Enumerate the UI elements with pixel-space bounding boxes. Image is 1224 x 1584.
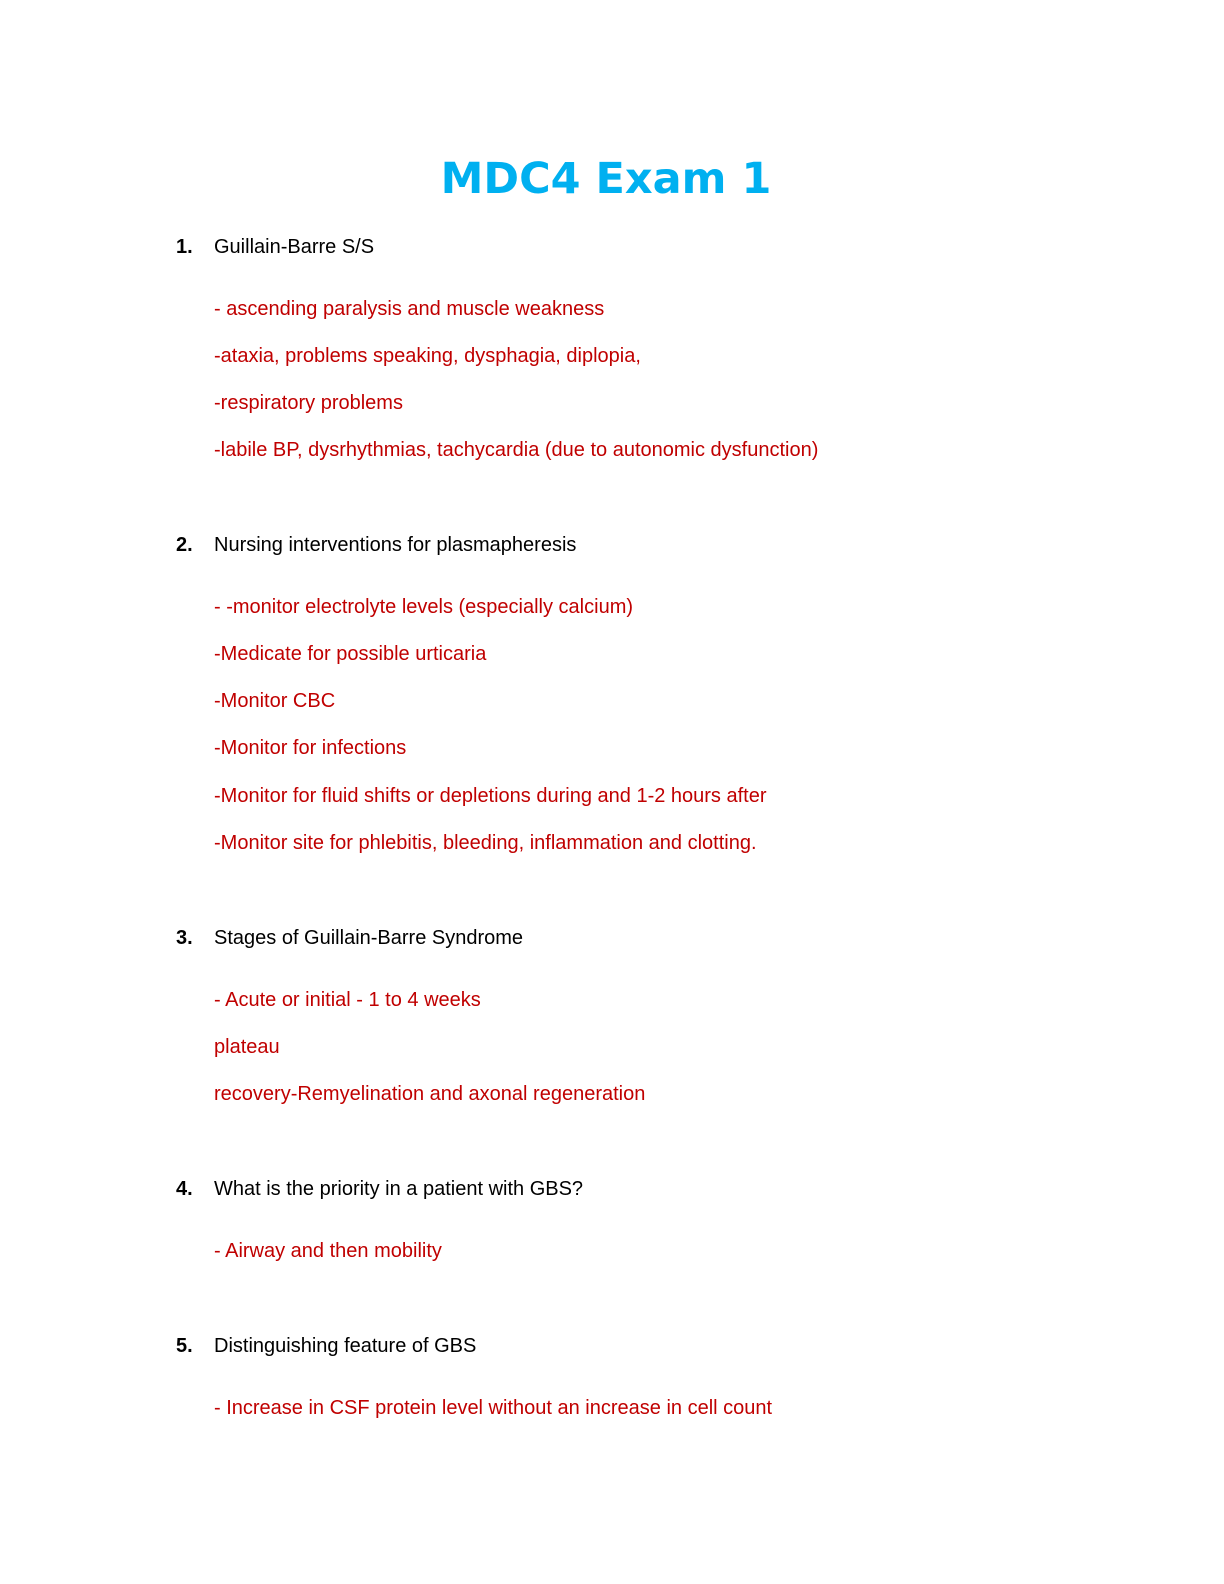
question-4-text: What is the priority in a patient with GBS?	[214, 1178, 584, 1200]
question-5-answer-1: - Increase in CSF protein level without an increase in cell count	[214, 1397, 773, 1419]
question-1-answer-2: -ataxia, problems speaking, dysphagia, diplopia,	[214, 345, 641, 367]
question-1-answer-1: - ascending paralysis and muscle weakness	[214, 298, 605, 320]
question-2-answer-4: -Monitor for infections	[214, 737, 407, 759]
question-1-text: Guillain-Barre S/S	[214, 236, 375, 258]
question-3-answer-2: plateau	[214, 1036, 280, 1058]
question-3-answer-3: recovery-Remyelination and axonal regeneration	[214, 1083, 646, 1105]
question-2-answer-1: - -monitor electrolyte levels (especially calcium)	[214, 596, 634, 618]
question-4-number: 4.	[176, 1178, 193, 1200]
question-2-answer-5: -Monitor for fluid shifts or depletions during and 1-2 hours after	[214, 785, 767, 807]
question-5-text: Distinguishing feature of GBS	[214, 1335, 477, 1357]
question-2-answer-6: -Monitor site for phlebitis, bleeding, inflammation and clotting.	[214, 832, 757, 854]
document-title: MDC4 Exam 1	[440, 154, 772, 204]
question-3-text: Stages of Guillain-Barre Syndrome	[214, 927, 524, 949]
question-4-answer-1: - Airway and then mobility	[214, 1240, 442, 1262]
question-2-number: 2.	[176, 534, 193, 556]
question-3-answer-1: - Acute or initial - 1 to 4 weeks	[214, 989, 481, 1011]
question-2-answer-3: -Monitor CBC	[214, 690, 336, 712]
question-3-number: 3.	[176, 927, 193, 949]
question-2-answer-2: -Medicate for possible urticaria	[214, 643, 487, 665]
question-1-answer-4: -labile BP, dysrhythmias, tachycardia (due to autonomic dysfunction)	[214, 439, 819, 461]
question-1-answer-3: -respiratory problems	[214, 392, 403, 414]
question-2-text: Nursing interventions for plasmapheresis	[214, 534, 577, 556]
question-5-number: 5.	[176, 1335, 193, 1357]
question-1-number: 1.	[176, 236, 193, 258]
